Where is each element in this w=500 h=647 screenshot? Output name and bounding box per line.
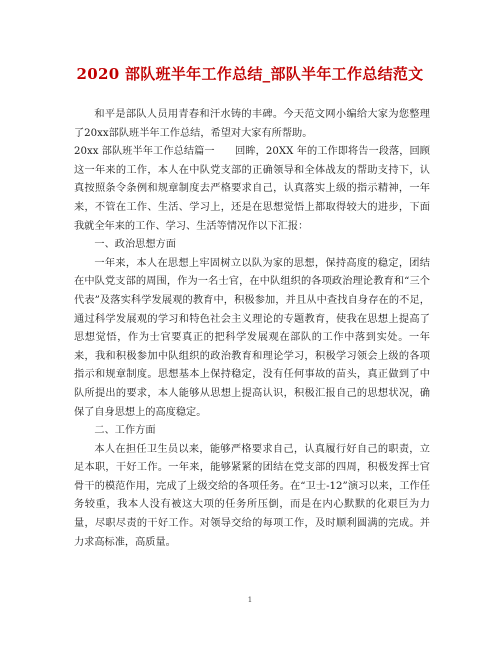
work-paragraph: 本人在担任卫生员以来，能够严格要求自己，认真履行好自己的职责，立足本职，干好工作。一年来，能够紧紧的团结在党支部的四周，积极发挥士官骨干的模范作用，完成了上级交给的各项任务。在“卫士-12”演习以来，工作任务较重，我本人没有被这大项的任务所压倒，而是在内心默默的化艰巨为力量，尽职尽责的干好工作。对领导交给的每项工作，及时顺利圆满的完成。并力求高标准，高质量。: [74, 443, 430, 548]
document-title: 2020 部队班半年工作总结_部队半年工作总结范文: [76, 65, 424, 83]
section-heading-political: 一、政治思想方面: [94, 239, 176, 251]
intro-paragraph: 和平是部队人员用青春和汗水铸的丰碑。今天范文网小编给大家为您整理了20xx部队班半年工作总结，希望对大家有所帮助。: [74, 109, 430, 139]
page-number: 1: [247, 596, 253, 604]
section-intro-paragraph: 20xx 部队班半年工作总结篇一 回眸，20XX 年的工作即将告一段落，回顾这一年来的工作，本人在中队党支部的正确领导和全体战友的帮助支持下，认真按照条令条例和规章制度去严格要求自己，认真落实上级的指示精神，一年来，不管在工作、生活、学习上，还是在思想觉悟上都取得较大的进步，下面我就全年来的工作、学习、生活等情况作以下汇报：: [74, 146, 430, 232]
document-body: [74, 106, 430, 552]
political-paragraph: 一年来，本人在思想上牢固树立以队为家的思想，保持高度的稳定，团结在中队党支部的周围，作为一名士官，在中队组织的各项政治理论教育和“三个代表”及落实科学发展观的教育中，积极参加，并且从中查找自身存在的不足，通过科学发展观的学习和特色社会主义理论的专题教育，使我在思想上提高了思想觉悟，作为士官要真正的把科学发展观在部队的工作中落到实处。一年来，我和积极参加中队组织的政治教育和理论学习，积极学习领会上级的各项指示和规章制度。思想基本上保持稳定，没有任何事故的苗头，真正做到了中队所提出的要求，本人能够从思想上提高认识，积极汇报自己的思想状况，确保了自身思想上的高度稳定。: [74, 257, 430, 418]
section-heading-work: 二、工作方面: [94, 425, 156, 437]
